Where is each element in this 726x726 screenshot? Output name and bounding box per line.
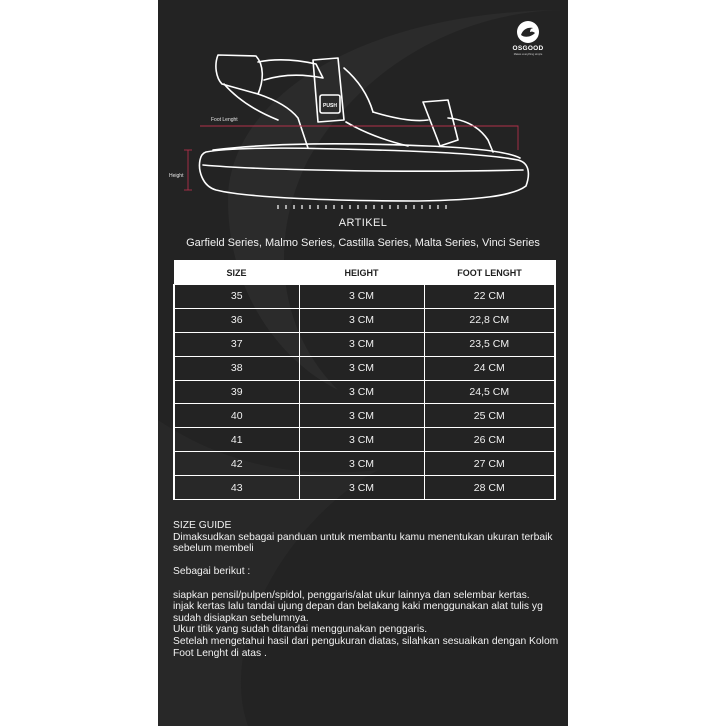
size-cell: 35 xyxy=(174,285,299,309)
height-cell: 3 CM xyxy=(299,380,424,404)
brand-tagline: Makes everything simple xyxy=(513,53,543,56)
foot-length-label: Foot Lenght xyxy=(211,117,238,123)
size-cell: 40 xyxy=(174,404,299,428)
height-label: Height xyxy=(169,173,184,179)
height-cell: 3 CM xyxy=(299,452,424,476)
guide-step: siapkan pensil/pulpen/spidol, penggaris/alat ukur lainnya dan selembar kertas. xyxy=(173,589,530,601)
size-cell: 39 xyxy=(174,380,299,404)
series-list: Garfield Series, Malmo Series, Castilla Series, Malta Series, Vinci Series xyxy=(186,237,540,249)
table-row xyxy=(174,332,555,356)
height-cell: 3 CM xyxy=(299,428,424,452)
heel-strap xyxy=(216,55,262,94)
foot-length-cell: 25 CM xyxy=(424,404,555,428)
sandal-sole xyxy=(200,148,529,201)
height-cell: 3 CM xyxy=(299,356,424,380)
artikel-heading: ARTIKEL xyxy=(338,217,388,229)
size-cell: 37 xyxy=(174,332,299,356)
brand-name: OSGOOD xyxy=(512,45,544,52)
foot-length-cell: 22 CM xyxy=(424,285,555,309)
table-row xyxy=(174,356,555,380)
sandal-diagram xyxy=(158,0,568,215)
foot-length-cell: 27 CM xyxy=(424,452,555,476)
size-cell: 43 xyxy=(174,476,299,500)
guide-title: SIZE GUIDE xyxy=(173,520,232,531)
table-row xyxy=(174,285,555,309)
size-table xyxy=(173,260,556,500)
size-cell: 42 xyxy=(174,452,299,476)
table-row xyxy=(174,380,555,404)
table-row xyxy=(174,452,555,476)
foot-length-cell: 28 CM xyxy=(424,476,555,500)
table-row xyxy=(174,428,555,452)
size-cell: 41 xyxy=(174,428,299,452)
guide-step: injak kertas lalu tandai ujung depan dan belakang kaki menggunakan alat tulis yg sudah disiapkan sebelumnya. xyxy=(173,601,543,624)
guide-steps-heading: Sebagai berikut : xyxy=(173,566,251,578)
size-guide-panel xyxy=(158,0,568,726)
size-guide-text xyxy=(173,520,563,659)
height-cell: 3 CM xyxy=(299,404,424,428)
height-cell: 3 CM xyxy=(299,308,424,332)
size-cell: 38 xyxy=(174,356,299,380)
height-cell: 3 CM xyxy=(299,332,424,356)
size-cell: 36 xyxy=(174,308,299,332)
column-header-size: SIZE xyxy=(174,261,299,285)
push-badge: PUSH xyxy=(323,103,337,109)
foot-length-cell: 24,5 CM xyxy=(424,380,555,404)
guide-intro: Dimaksudkan sebagai panduan untuk membantu kamu menentukan ukuran terbaik sebelum membeli xyxy=(173,531,553,555)
table-row xyxy=(174,308,555,332)
front-strap xyxy=(423,100,458,146)
table-row xyxy=(174,404,555,428)
foot-length-cell: 23,5 CM xyxy=(424,332,555,356)
column-header-height: HEIGHT xyxy=(299,261,424,285)
guide-step: Setelah mengetahui hasil dari pengukuran diatas, silahkan sesuaikan dengan Kolom Foot Lenght di atas . xyxy=(173,635,559,659)
column-header-foot-length: FOOT LENGHT xyxy=(424,261,555,285)
table-row xyxy=(174,476,555,500)
height-cell: 3 CM xyxy=(299,285,424,309)
table-header-row xyxy=(174,261,555,285)
foot-length-cell: 24 CM xyxy=(424,356,555,380)
height-cell: 3 CM xyxy=(299,476,424,500)
foot-length-cell: 26 CM xyxy=(424,428,555,452)
measure-lines xyxy=(184,126,518,190)
sole-tread xyxy=(278,205,446,209)
guide-step: Ukur titik yang sudah ditandai menggunakan penggaris. xyxy=(173,624,428,636)
foot-length-cell: 22,8 CM xyxy=(424,308,555,332)
